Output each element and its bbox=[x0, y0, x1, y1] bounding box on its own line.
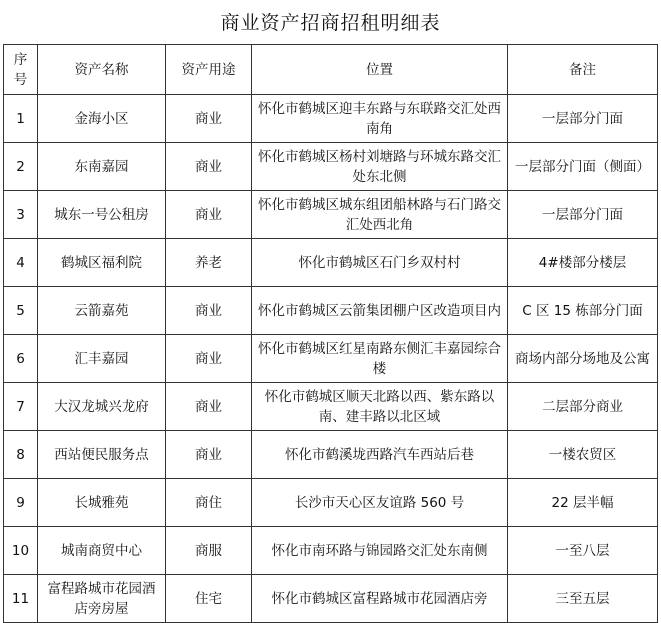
table-row bbox=[4, 527, 658, 575]
header-location: 位置 bbox=[252, 45, 508, 95]
cell-no: 6 bbox=[4, 335, 38, 383]
header-name: 资产名称 bbox=[38, 45, 166, 95]
cell-no: 10 bbox=[4, 527, 38, 575]
table-row bbox=[4, 575, 658, 623]
cell-location: 怀化市鹤城区迎丰东路与东联路交汇处西南角 bbox=[252, 95, 508, 143]
cell-use: 商业 bbox=[166, 383, 252, 431]
cell-name: 城东一号公租房 bbox=[38, 191, 166, 239]
cell-no: 3 bbox=[4, 191, 38, 239]
cell-no: 5 bbox=[4, 287, 38, 335]
cell-location: 怀化市鹤城区云箭集团棚户区改造项目内 bbox=[252, 287, 508, 335]
cell-no: 9 bbox=[4, 479, 38, 527]
cell-location: 怀化市鹤城区顺天北路以西、紫东路以南、建丰路以北区域 bbox=[252, 383, 508, 431]
cell-no: 2 bbox=[4, 143, 38, 191]
cell-name: 云箭嘉苑 bbox=[38, 287, 166, 335]
header-no-line1: 序 bbox=[13, 51, 28, 68]
cell-use: 养老 bbox=[166, 239, 252, 287]
cell-remark: 一层部分门面（侧面） bbox=[508, 143, 658, 191]
cell-name: 东南嘉园 bbox=[38, 143, 166, 191]
cell-name: 富程路城市花园酒店旁房屋 bbox=[38, 575, 166, 623]
table-row bbox=[4, 335, 658, 383]
cell-remark: 二层部分商业 bbox=[508, 383, 658, 431]
table-row bbox=[4, 479, 658, 527]
cell-use: 住宅 bbox=[166, 575, 252, 623]
cell-use: 商业 bbox=[166, 95, 252, 143]
cell-remark: 22 层半幅 bbox=[508, 479, 658, 527]
header-use: 资产用途 bbox=[166, 45, 252, 95]
cell-no: 8 bbox=[4, 431, 38, 479]
table-row bbox=[4, 383, 658, 431]
table-row bbox=[4, 143, 658, 191]
cell-remark: 一层部分门面 bbox=[508, 95, 658, 143]
asset-table bbox=[3, 44, 658, 623]
cell-use: 商业 bbox=[166, 287, 252, 335]
cell-location: 怀化市南环路与锦园路交汇处东南侧 bbox=[252, 527, 508, 575]
cell-remark: 一至八层 bbox=[508, 527, 658, 575]
cell-location: 怀化市鹤城区城东组团船林路与石门路交汇处西北角 bbox=[252, 191, 508, 239]
cell-location: 怀化市鹤溪垅西路汽车西站后巷 bbox=[252, 431, 508, 479]
cell-remark: 一楼农贸区 bbox=[508, 431, 658, 479]
table-title: 商业资产招商招租明细表 bbox=[220, 12, 441, 34]
header-no bbox=[4, 45, 38, 95]
cell-name: 城南商贸中心 bbox=[38, 527, 166, 575]
cell-remark: 一层部分门面 bbox=[508, 191, 658, 239]
cell-remark: 4#楼部分楼层 bbox=[508, 239, 658, 287]
cell-use: 商住 bbox=[166, 479, 252, 527]
cell-location: 长沙市天心区友谊路 560 号 bbox=[252, 479, 508, 527]
cell-name: 长城雅苑 bbox=[38, 479, 166, 527]
cell-no: 7 bbox=[4, 383, 38, 431]
cell-remark: 三至五层 bbox=[508, 575, 658, 623]
table-row bbox=[4, 431, 658, 479]
cell-name: 鹤城区福利院 bbox=[38, 239, 166, 287]
table-row bbox=[4, 287, 658, 335]
cell-location: 怀化市鹤城区杨村刘塘路与环城东路交汇处东北侧 bbox=[252, 143, 508, 191]
cell-no: 1 bbox=[4, 95, 38, 143]
table-row bbox=[4, 239, 658, 287]
cell-name: 西站便民服务点 bbox=[38, 431, 166, 479]
cell-use: 商业 bbox=[166, 431, 252, 479]
cell-no: 4 bbox=[4, 239, 38, 287]
header-no-line2: 号 bbox=[13, 71, 28, 88]
cell-use: 商业 bbox=[166, 335, 252, 383]
cell-use: 商业 bbox=[166, 143, 252, 191]
header-remark: 备注 bbox=[508, 45, 658, 95]
cell-name: 金海小区 bbox=[38, 95, 166, 143]
cell-no: 11 bbox=[4, 575, 38, 623]
cell-name: 汇丰嘉园 bbox=[38, 335, 166, 383]
cell-name: 大汉龙城兴龙府 bbox=[38, 383, 166, 431]
cell-location: 怀化市鹤城区富程路城市花园酒店旁 bbox=[252, 575, 508, 623]
table-row bbox=[4, 191, 658, 239]
cell-use: 商业 bbox=[166, 191, 252, 239]
cell-location: 怀化市鹤城区石门乡双村村 bbox=[252, 239, 508, 287]
header-row bbox=[4, 45, 658, 95]
cell-use: 商服 bbox=[166, 527, 252, 575]
cell-location: 怀化市鹤城区红星南路东侧汇丰嘉园综合楼 bbox=[252, 335, 508, 383]
table-row bbox=[4, 95, 658, 143]
cell-remark: 商场内部分场地及公寓 bbox=[508, 335, 658, 383]
cell-remark: C 区 15 栋部分门面 bbox=[508, 287, 658, 335]
